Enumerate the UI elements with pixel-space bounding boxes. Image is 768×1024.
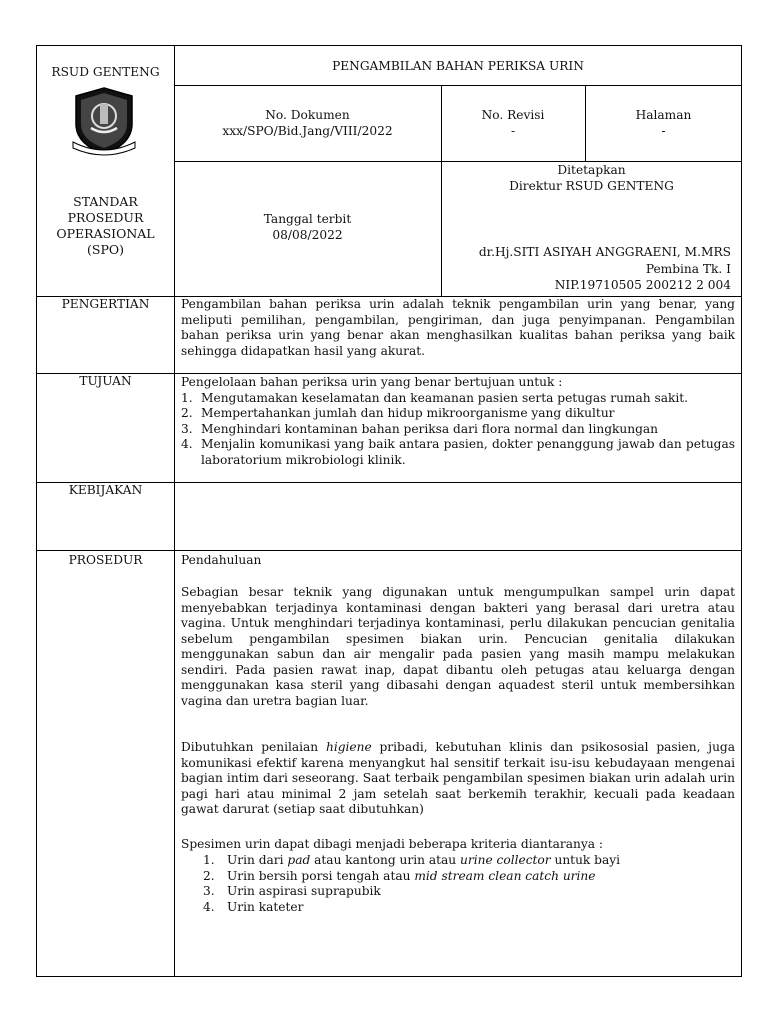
director-name: dr.Hj.SITI ASIYAH ANGGRAENI, M.MRS [478,245,731,259]
director-nip: NIP.19710505 200212 2 004 [554,278,731,292]
section-label-tujuan: TUJUAN [79,374,132,388]
tujuan-intro: Pengelolaan bahan periksa urin yang benar bertujuan untuk : [181,375,563,389]
hospital-name: RSUD GENTENG [51,65,160,79]
section-label-kebijakan: KEBIJAKAN [68,483,143,497]
page-value: - [661,124,666,138]
sop-label: STANDAR PROSEDUR OPERASIONAL (SPO) [56,194,155,257]
divider [174,85,742,86]
page-title: PENGAMBILAN BAHAN PERIKSA URIN [332,59,584,73]
prosedur-paragraph-1: Sebagian besar teknik yang digunakan untuk mengumpulkan sampel urin dapat menyebabkan terjadinya kontaminasi dengan bakteri yang berasal dari uretra atau vagina. Untuk menghindari terjadinya kontaminasi, perlu dilakukan pencucian genitalia sebelum pengambilan spesimen biakan urin. Pencucian genitalia dilakukan menggunakan sabun dan air mengalir pada pasien yang masih mampu melakukan sendiri. Pada pasien rawat inap, dapat dibantu oleh petugas atau keluarga dengan menggunakan kasa steril yang dibasahi dengan aquadest steril untuk membersihkan vagina dan uretra bagian luar. [181,585,735,708]
list-item: 1. Urin dari pad atau kantong urin atau urine collector untuk bayi [203,853,621,867]
prosedur-list [203,853,735,915]
prosedur-list-intro: Spesimen urin dapat dibagi menjadi beberapa kriteria diantaranya : [181,837,603,851]
director-rank: Pembina Tk. I [645,262,731,276]
prosedur-paragraph-2: Dibutuhkan penilaian higiene pribadi, kebutuhan klinis dan psikososial pasien, juga komunikasi efektif karena menyangkut hal sensitif terkait isu-isu kebudayaan mengenai bagian intim dari seseorang. Saat terbaik pengambilan spesimen biakan urin adalah urin pagi hari atau minimal 2 jam setelah saat berkemih terakhir, kecuali pada keadaan gawat darurat (setiap saat dibutuhkan) [181,740,735,816]
divider [174,46,175,977]
section-label-prosedur: PROSEDUR [68,553,143,567]
doc-number-value: xxx/SPO/Bid.Jang/VIII/2022 [222,124,393,138]
list-item: 4. Urin kateter [203,899,304,914]
approved-label: Ditetapkan [557,163,626,177]
sop-document [36,45,742,977]
section-label-pengertian: PENGERTIAN [61,297,150,311]
list-item: 1. Mengutamakan keselamatan dan keamanan pasien serta petugas rumah sakit. [181,390,689,405]
hospital-logo-icon [69,86,139,156]
approved-role: Direktur RSUD GENTENG [509,179,674,193]
list-item: 4. Menjalin komunikasi yang baik antara pasien, dokter penanggung jawab dan petugas laboratorium mikrobiologi klinik. [181,437,735,467]
tujuan-content [181,375,735,468]
list-item: 3. Menghindari kontaminan bahan periksa dari flora normal dan lingkungan [181,421,659,436]
pengertian-text: Pengambilan bahan periksa urin adalah teknik pengambilan urin yang benar, yang meliputi pemilihan, pengambilan, pengiriman, dan juga penyimpanan. Pengambilan bahan periksa urin yang benar akan menghasilkan kualitas bahan periksa yang baik sehingga didapatkan hasil yang akurat. [181,297,735,358]
list-item: 2. Urin bersih porsi tengah atau mid stream clean catch urine [203,868,596,883]
list-item: 3. Urin aspirasi suprapubik [203,884,381,898]
revision-value: - [510,124,516,138]
doc-number-label: No. Dokumen [265,108,350,122]
prosedur-heading: Pendahuluan [181,553,262,567]
issue-date-value: 08/08/2022 [272,228,343,242]
issue-date-label: Tanggal terbit [263,212,352,226]
tujuan-list [181,391,735,469]
divider [37,550,742,551]
revision-label: No. Revisi [481,108,545,122]
page-label: Halaman [635,108,692,122]
divider [174,161,742,162]
list-item: 2. Mempertahankan jumlah dan hidup mikroorganisme yang dikultur [181,406,615,420]
